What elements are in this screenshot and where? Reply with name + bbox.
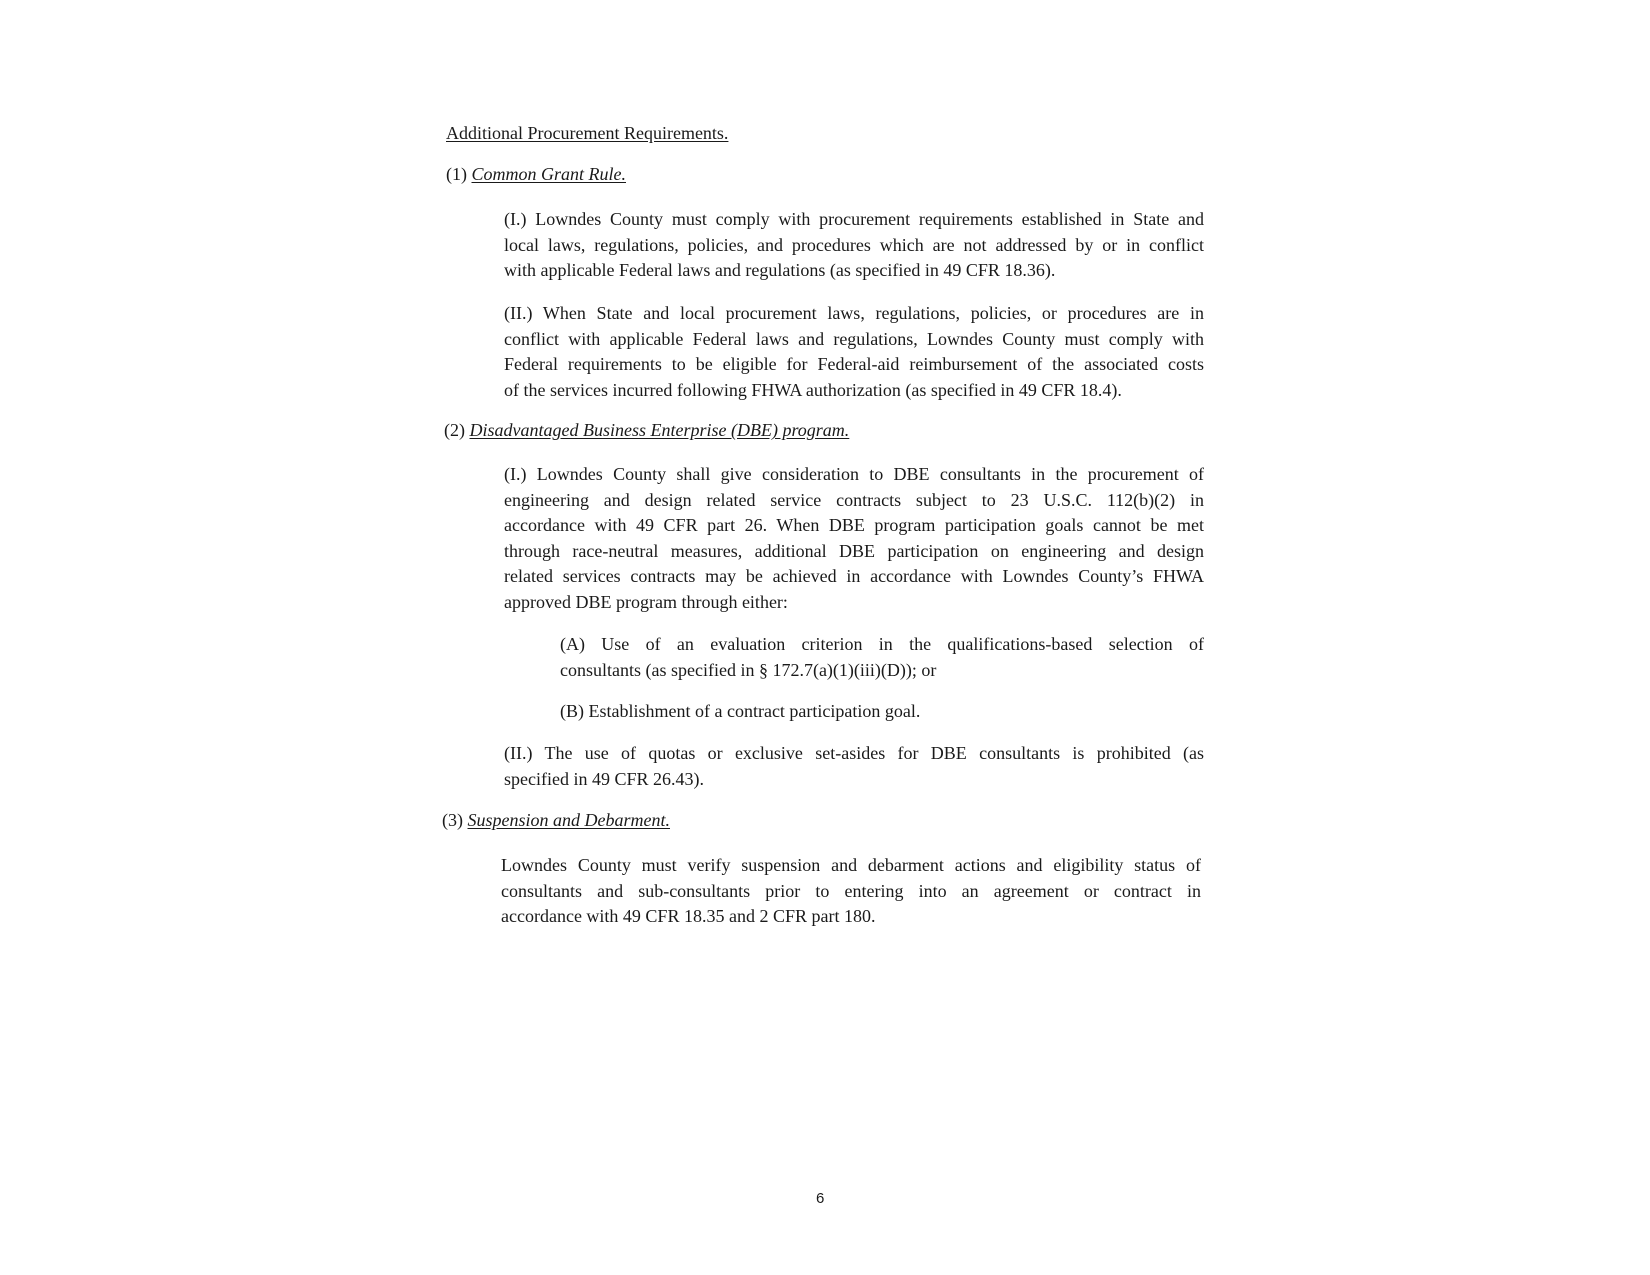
text-line: approved DBE program through either: <box>504 591 788 612</box>
text-line: through race-neutral measures, additional DBE participation on engineering and design <box>504 540 1204 561</box>
text-line: (B) Establishment of a contract participation goal. <box>560 701 921 721</box>
text-line: of the services incurred following FHWA authorization (as specified in 49 CFR 18.4). <box>504 379 1122 400</box>
sub-paragraph-b <box>560 699 1204 725</box>
text-line: Federal requirements to be eligible for Federal-aid reimbursement of the associated costs <box>504 354 1204 374</box>
paragraph <box>504 207 1204 284</box>
text-line: engineering and design related service contracts subject to 23 U.S.C. 112(b)(2) in <box>504 489 1204 510</box>
text-line: conflict with applicable Federal laws and regulations, Lowndes County must comply with <box>504 328 1204 349</box>
item-heading-3 <box>442 808 670 834</box>
item-title: Common Grant Rule. <box>471 164 626 184</box>
text-line: related services contracts may be achieved in accordance with Lowndes County’s FHWA <box>504 566 1204 586</box>
text-line: consultants (as specified in § 172.7(a)(1)(iii)(D)); or <box>560 659 937 680</box>
paragraph <box>504 301 1204 403</box>
text-line: (I.) Lowndes County must comply with procurement requirements established in State and <box>504 209 1204 229</box>
item-heading-2 <box>444 418 849 444</box>
page-number: 6 <box>816 1190 825 1207</box>
item-title: Suspension and Debarment. <box>467 810 670 830</box>
item-number: (3) <box>442 810 463 830</box>
section-title: Additional Procurement Requirements. <box>446 123 729 143</box>
text-line: accordance with 49 CFR part 26. When DBE program participation goals cannot be met <box>504 515 1204 535</box>
text-line: accordance with 49 CFR 18.35 and 2 CFR part 180. <box>501 906 876 926</box>
item-heading-1 <box>446 162 626 188</box>
paragraph <box>504 462 1204 615</box>
text-line: (II.) The use of quotas or exclusive set-asides for DBE consultants is prohibited (as <box>504 743 1204 763</box>
paragraph <box>504 741 1204 792</box>
text-line: (A) Use of an evaluation criterion in the qualifications-based selection of <box>560 634 1204 654</box>
item-title: Disadvantaged Business Enterprise (DBE) program. <box>469 420 850 440</box>
text-line: specified in 49 CFR 26.43). <box>504 768 704 789</box>
text-line: Lowndes County must verify suspension and debarment actions and eligibility status of <box>501 855 1201 875</box>
text-line: with applicable Federal laws and regulations (as specified in 49 CFR 18.36). <box>504 260 1056 280</box>
sub-paragraph-a <box>560 632 1204 683</box>
paragraph <box>501 853 1201 930</box>
item-number: (1) <box>446 164 467 184</box>
text-line: consultants and sub-consultants prior to entering into an agreement or contract in <box>501 880 1201 901</box>
text-line: (II.) When State and local procurement laws, regulations, policies, or procedures are in <box>504 303 1204 323</box>
item-number: (2) <box>444 420 465 440</box>
text-line: local laws, regulations, policies, and procedures which are not addressed by or in conflict <box>504 234 1204 255</box>
text-line: (I.) Lowndes County shall give consideration to DBE consultants in the procurement of <box>504 464 1204 484</box>
